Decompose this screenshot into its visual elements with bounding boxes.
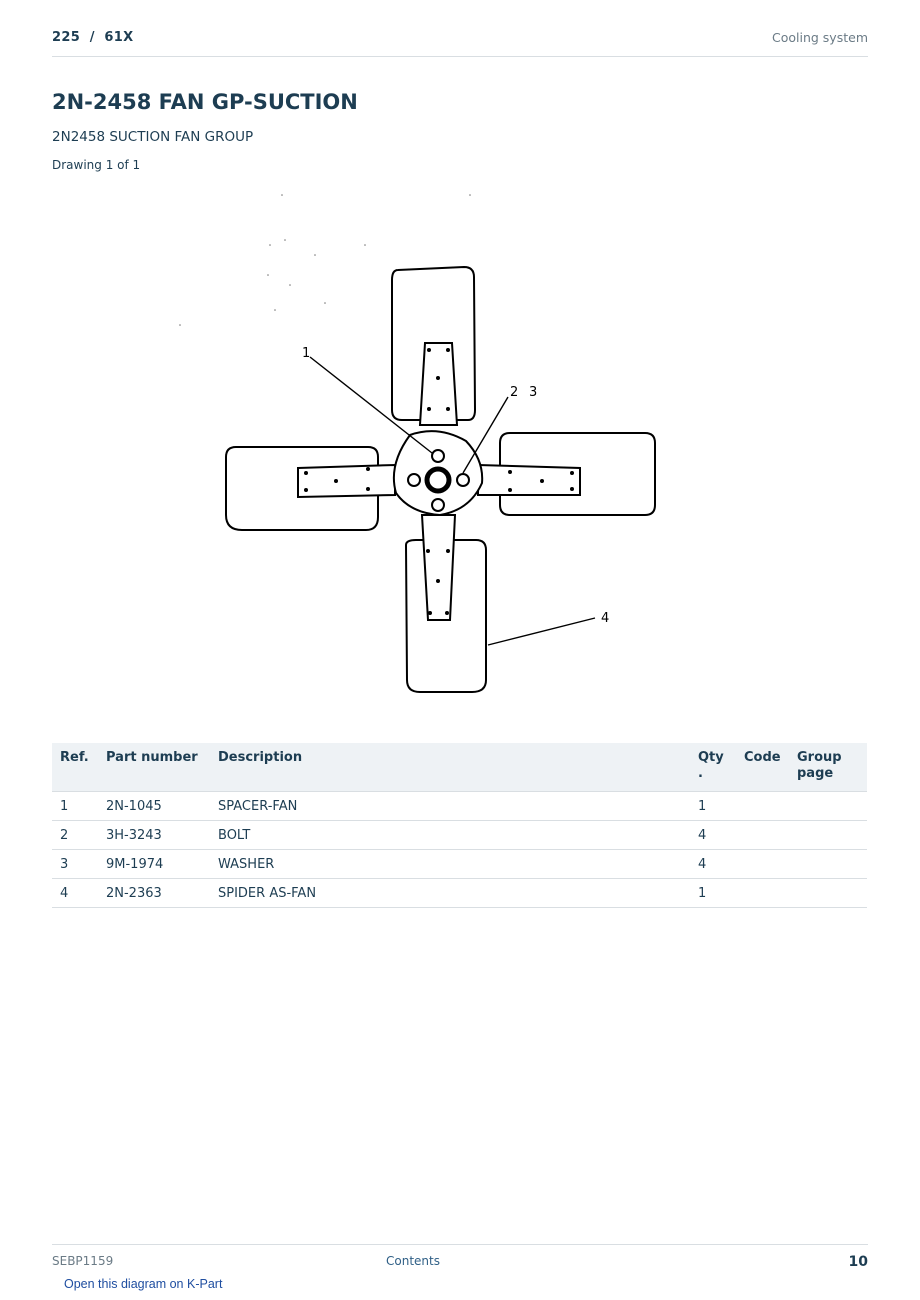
col-ref: Ref. [52,743,98,792]
page-subtitle: 2N2458 SUCTION FAN GROUP [52,129,254,145]
col-group-page: Group page [789,743,867,792]
page-header [52,28,868,57]
cell-description: WASHER [210,850,690,879]
cell-ref: 2 [52,821,98,850]
cell-description: SPIDER AS-FAN [210,879,690,908]
callout-4: 4 [601,611,610,626]
leader-4 [488,618,595,645]
page-title: 2N-2458 FAN GP-SUCTION [52,90,358,114]
spider-hub [394,431,482,515]
col-code: Code [736,743,789,792]
table-row [52,821,867,850]
open-in-kpart-link[interactable]: Open this diagram on K-Part [64,1277,223,1291]
cell-code [736,821,789,850]
spider-arm-right [478,465,580,495]
callout-3: 3 [529,385,538,400]
leader-2-3 [463,397,508,473]
cell-description: BOLT [210,821,690,850]
page-number: 10 [848,1254,868,1270]
cell-qty: 1 [690,879,736,908]
cell-part-number: 2N-1045 [98,792,210,821]
leader-1 [310,357,432,453]
cell-group-page [789,879,867,908]
page-footer [52,1244,868,1275]
parts-table [52,743,867,908]
cell-code [736,792,789,821]
table-row [52,879,867,908]
col-qty: Qty . [690,743,736,792]
table-row [52,792,867,821]
spider-arm-left [298,465,395,497]
cell-part-number: 3H-3243 [98,821,210,850]
fan-diagram [170,185,770,705]
cell-code [736,850,789,879]
callout-1: 1 [302,346,311,361]
spider-arm-top [420,343,457,425]
cell-qty: 1 [690,792,736,821]
spider-arm-bottom [422,515,455,620]
breadcrumb: 225 / 61X [52,30,134,45]
cell-qty: 4 [690,821,736,850]
cell-ref: 4 [52,879,98,908]
col-part-number: Part number [98,743,210,792]
callout-2: 2 [510,385,519,400]
cell-code [736,879,789,908]
cell-ref: 3 [52,850,98,879]
cell-qty: 4 [690,850,736,879]
cell-part-number: 2N-2363 [98,879,210,908]
contents-link[interactable]: Contents [386,1254,440,1268]
table-row [52,850,867,879]
cell-part-number: 9M-1974 [98,850,210,879]
document-id: SEBP1159 [52,1254,114,1268]
col-description: Description [210,743,690,792]
cell-group-page [789,821,867,850]
cell-group-page [789,792,867,821]
cell-group-page [789,850,867,879]
cell-ref: 1 [52,792,98,821]
table-header-row [52,743,867,792]
drawing-label: Drawing 1 of 1 [52,158,141,172]
section-name: Cooling system [772,30,868,45]
cell-description: SPACER-FAN [210,792,690,821]
